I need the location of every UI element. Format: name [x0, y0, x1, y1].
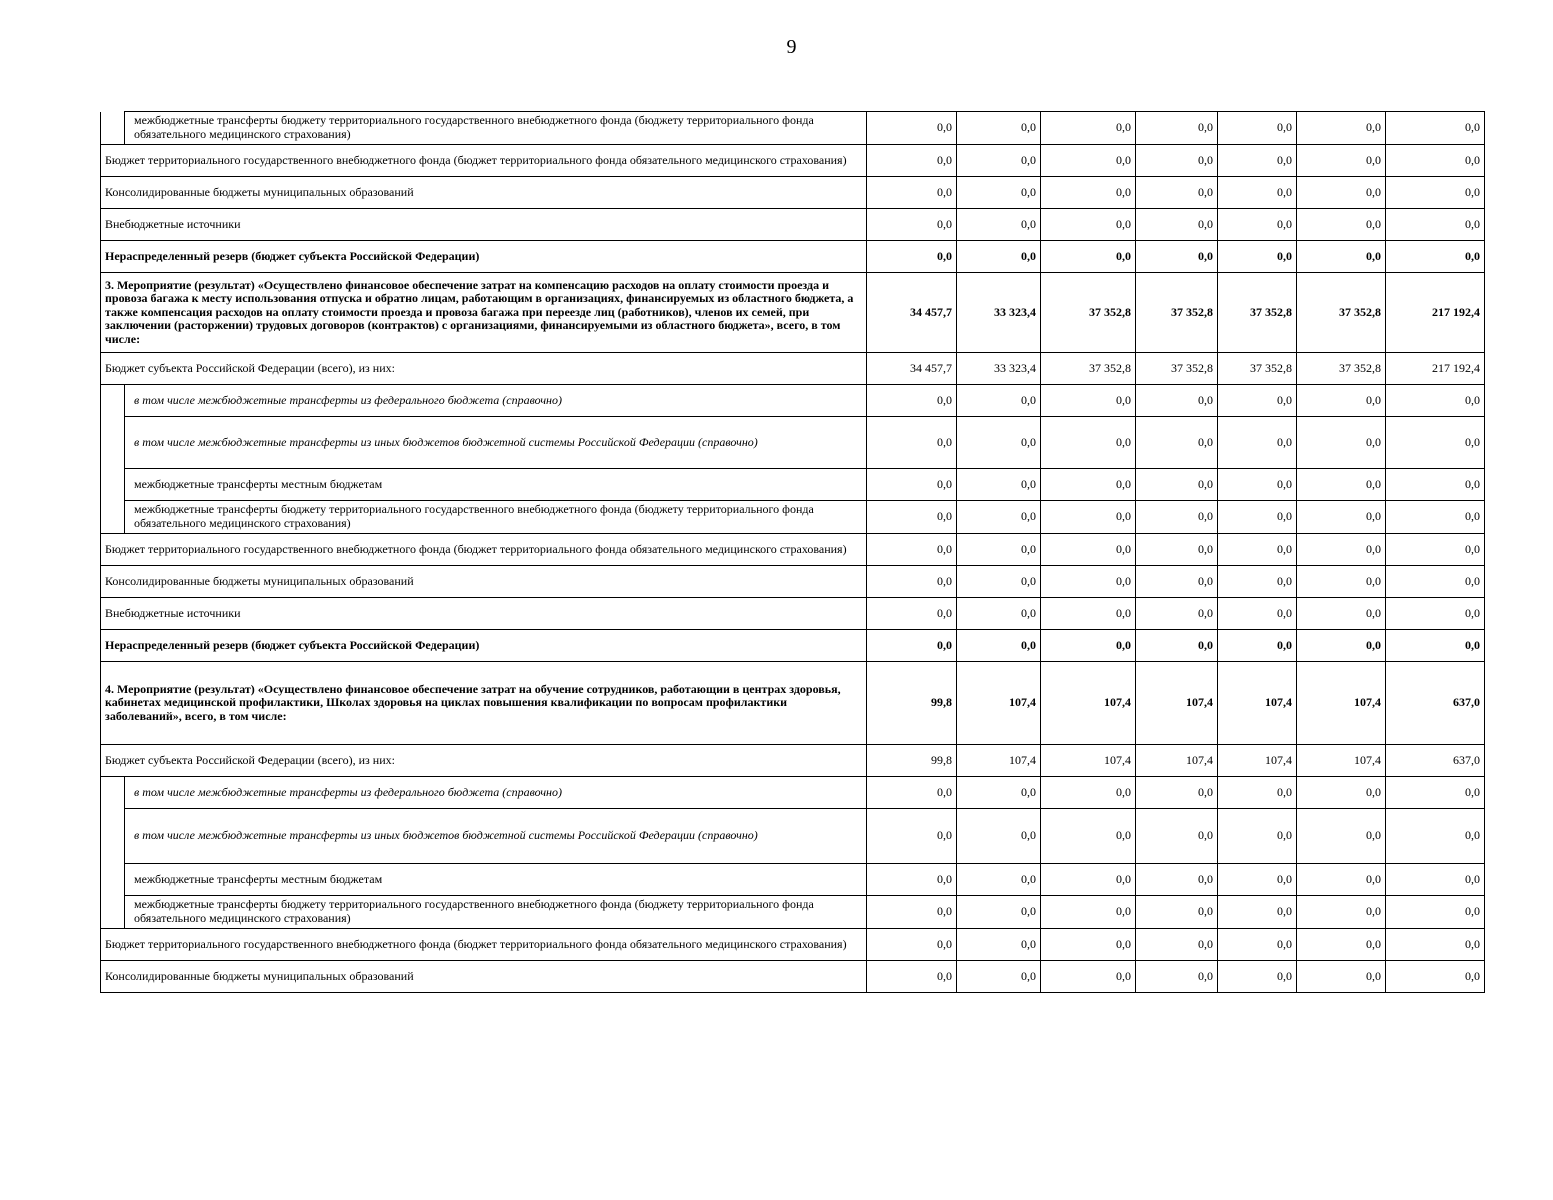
value-cell: 107,4	[1297, 662, 1386, 745]
value-cell: 107,4	[1218, 662, 1297, 745]
value-cell: 0,0	[1136, 777, 1218, 809]
value-cell: 0,0	[1386, 145, 1485, 177]
table-row	[101, 745, 1485, 777]
value-cell: 0,0	[1136, 534, 1218, 566]
indent-cell	[101, 469, 125, 501]
table-row	[101, 630, 1485, 662]
row-label: Бюджет территориального государственного внебюджетного фонда (бюджет территориального фонда обязательного медицинского страхования)	[101, 534, 867, 566]
value-cell: 0,0	[867, 469, 957, 501]
indent-cell	[101, 809, 125, 864]
value-cell: 637,0	[1386, 662, 1485, 745]
value-cell: 0,0	[1386, 385, 1485, 417]
value-cell: 637,0	[1386, 745, 1485, 777]
value-cell: 0,0	[1136, 417, 1218, 469]
value-cell: 0,0	[957, 385, 1041, 417]
table-row	[101, 896, 1485, 929]
value-cell: 0,0	[1041, 961, 1136, 993]
table-row	[101, 777, 1485, 809]
value-cell: 0,0	[867, 598, 957, 630]
table-row	[101, 353, 1485, 385]
value-cell: 0,0	[957, 469, 1041, 501]
value-cell: 0,0	[1218, 896, 1297, 929]
value-cell: 107,4	[1297, 745, 1386, 777]
value-cell: 0,0	[957, 177, 1041, 209]
value-cell: 37 352,8	[1041, 273, 1136, 353]
value-cell: 0,0	[1136, 598, 1218, 630]
value-cell: 0,0	[1041, 598, 1136, 630]
value-cell: 0,0	[1386, 417, 1485, 469]
value-cell: 0,0	[957, 145, 1041, 177]
value-cell: 0,0	[1136, 566, 1218, 598]
value-cell: 0,0	[1297, 961, 1386, 993]
value-cell: 0,0	[1136, 241, 1218, 273]
page-number: 9	[786, 36, 797, 58]
value-cell: 34 457,7	[867, 353, 957, 385]
value-cell: 0,0	[1041, 112, 1136, 145]
value-cell: 0,0	[1041, 896, 1136, 929]
row-label: в том числе межбюджетные трансферты из иных бюджетов бюджетной системы Российской Федерации (справочно)	[125, 809, 867, 864]
value-cell: 0,0	[1218, 534, 1297, 566]
value-cell: 0,0	[867, 777, 957, 809]
value-cell: 0,0	[1297, 177, 1386, 209]
value-cell: 0,0	[867, 241, 957, 273]
row-label: межбюджетные трансферты бюджету территориального государственного внебюджетного фонда (бюджету территориального фонда обязательного медицинского страхования)	[125, 501, 867, 534]
indent-cell	[101, 417, 125, 469]
value-cell: 0,0	[1218, 177, 1297, 209]
value-cell: 0,0	[957, 417, 1041, 469]
row-label: Консолидированные бюджеты муниципальных образований	[101, 177, 867, 209]
value-cell: 37 352,8	[1218, 353, 1297, 385]
row-label: межбюджетные трансферты местным бюджетам	[125, 864, 867, 896]
value-cell: 0,0	[1218, 809, 1297, 864]
value-cell: 0,0	[867, 534, 957, 566]
row-label: в том числе межбюджетные трансферты из иных бюджетов бюджетной системы Российской Федерации (справочно)	[125, 417, 867, 469]
value-cell: 0,0	[1297, 145, 1386, 177]
value-cell: 0,0	[1041, 469, 1136, 501]
value-cell: 0,0	[1218, 929, 1297, 961]
table-row	[101, 385, 1485, 417]
value-cell: 0,0	[1041, 929, 1136, 961]
value-cell: 37 352,8	[1297, 273, 1386, 353]
value-cell: 0,0	[1218, 209, 1297, 241]
value-cell: 107,4	[957, 662, 1041, 745]
value-cell: 0,0	[1297, 896, 1386, 929]
table-row	[101, 534, 1485, 566]
value-cell: 0,0	[1041, 864, 1136, 896]
value-cell: 0,0	[1297, 864, 1386, 896]
value-cell: 107,4	[1218, 745, 1297, 777]
value-cell: 37 352,8	[1218, 273, 1297, 353]
value-cell: 0,0	[867, 929, 957, 961]
value-cell: 107,4	[1041, 745, 1136, 777]
value-cell: 0,0	[957, 501, 1041, 534]
value-cell: 0,0	[1297, 534, 1386, 566]
table-row	[101, 417, 1485, 469]
value-cell: 0,0	[1297, 469, 1386, 501]
value-cell: 0,0	[867, 809, 957, 864]
value-cell: 0,0	[1136, 209, 1218, 241]
value-cell: 0,0	[957, 777, 1041, 809]
budget-table	[100, 111, 1485, 993]
value-cell: 0,0	[1218, 630, 1297, 662]
value-cell: 99,8	[867, 662, 957, 745]
value-cell: 0,0	[1041, 177, 1136, 209]
value-cell: 0,0	[1218, 417, 1297, 469]
value-cell: 0,0	[867, 630, 957, 662]
value-cell: 0,0	[1297, 598, 1386, 630]
row-label: Нераспределенный резерв (бюджет субъекта Российской Федерации)	[101, 241, 867, 273]
value-cell: 0,0	[1297, 385, 1386, 417]
value-cell: 0,0	[1041, 209, 1136, 241]
row-label: Нераспределенный резерв (бюджет субъекта Российской Федерации)	[101, 630, 867, 662]
value-cell: 0,0	[1218, 777, 1297, 809]
value-cell: 0,0	[1297, 566, 1386, 598]
value-cell: 0,0	[957, 566, 1041, 598]
value-cell: 0,0	[867, 864, 957, 896]
indent-cell	[101, 864, 125, 896]
value-cell: 0,0	[957, 961, 1041, 993]
value-cell: 0,0	[1041, 241, 1136, 273]
value-cell: 0,0	[867, 417, 957, 469]
table-row	[101, 241, 1485, 273]
value-cell: 0,0	[1297, 929, 1386, 961]
value-cell: 0,0	[867, 209, 957, 241]
row-label: Консолидированные бюджеты муниципальных образований	[101, 566, 867, 598]
row-label: межбюджетные трансферты бюджету территориального государственного внебюджетного фонда (бюджету территориального фонда обязательного медицинского страхования)	[125, 896, 867, 929]
value-cell: 0,0	[1297, 241, 1386, 273]
value-cell: 0,0	[957, 809, 1041, 864]
value-cell: 0,0	[957, 112, 1041, 145]
value-cell: 99,8	[867, 745, 957, 777]
table-row	[101, 929, 1485, 961]
value-cell: 0,0	[867, 501, 957, 534]
value-cell: 0,0	[867, 145, 957, 177]
value-cell: 0,0	[1218, 598, 1297, 630]
indent-cell	[101, 501, 125, 534]
value-cell: 0,0	[1386, 896, 1485, 929]
value-cell: 0,0	[1041, 534, 1136, 566]
table-row	[101, 145, 1485, 177]
value-cell: 0,0	[1041, 809, 1136, 864]
value-cell: 107,4	[957, 745, 1041, 777]
indent-cell	[101, 112, 125, 145]
value-cell: 0,0	[957, 896, 1041, 929]
value-cell: 0,0	[957, 864, 1041, 896]
value-cell: 0,0	[1297, 777, 1386, 809]
table-row	[101, 273, 1485, 353]
value-cell: 0,0	[1041, 630, 1136, 662]
value-cell: 0,0	[1386, 534, 1485, 566]
row-label: в том числе межбюджетные трансферты из федерального бюджета (справочно)	[125, 385, 867, 417]
row-label: Бюджет субъекта Российской Федерации (всего), из них:	[101, 353, 867, 385]
value-cell: 0,0	[1386, 929, 1485, 961]
value-cell: 0,0	[1386, 809, 1485, 864]
table-row	[101, 864, 1485, 896]
value-cell: 0,0	[1218, 501, 1297, 534]
value-cell: 0,0	[1386, 112, 1485, 145]
value-cell: 33 323,4	[957, 353, 1041, 385]
value-cell: 37 352,8	[1136, 353, 1218, 385]
row-label: межбюджетные трансферты местным бюджетам	[125, 469, 867, 501]
row-label: Бюджет территориального государственного внебюджетного фонда (бюджет территориального фонда обязательного медицинского страхования)	[101, 145, 867, 177]
value-cell: 0,0	[1218, 112, 1297, 145]
value-cell: 107,4	[1136, 745, 1218, 777]
row-label: Внебюджетные источники	[101, 598, 867, 630]
value-cell: 107,4	[1136, 662, 1218, 745]
indent-cell	[101, 385, 125, 417]
value-cell: 217 192,4	[1386, 353, 1485, 385]
value-cell: 0,0	[1297, 501, 1386, 534]
value-cell: 0,0	[1136, 864, 1218, 896]
value-cell: 0,0	[957, 534, 1041, 566]
value-cell: 0,0	[1386, 777, 1485, 809]
value-cell: 0,0	[1218, 145, 1297, 177]
value-cell: 0,0	[1136, 809, 1218, 864]
value-cell: 0,0	[1218, 241, 1297, 273]
value-cell: 0,0	[1136, 961, 1218, 993]
value-cell: 0,0	[1218, 385, 1297, 417]
value-cell: 0,0	[867, 112, 957, 145]
value-cell: 0,0	[867, 177, 957, 209]
value-cell: 0,0	[957, 209, 1041, 241]
value-cell: 0,0	[1297, 809, 1386, 864]
indent-cell	[101, 777, 125, 809]
table-row	[101, 501, 1485, 534]
value-cell: 0,0	[1041, 417, 1136, 469]
value-cell: 0,0	[1386, 598, 1485, 630]
value-cell: 37 352,8	[1136, 273, 1218, 353]
value-cell: 0,0	[1218, 469, 1297, 501]
row-label: межбюджетные трансферты бюджету территориального государственного внебюджетного фонда (бюджету территориального фонда обязательного медицинского страхования)	[125, 112, 867, 145]
value-cell: 0,0	[1136, 469, 1218, 501]
value-cell: 0,0	[1136, 896, 1218, 929]
value-cell: 37 352,8	[1297, 353, 1386, 385]
table-row	[101, 809, 1485, 864]
value-cell: 0,0	[867, 566, 957, 598]
value-cell: 0,0	[1297, 417, 1386, 469]
value-cell: 0,0	[1136, 385, 1218, 417]
value-cell: 0,0	[1386, 241, 1485, 273]
value-cell: 0,0	[957, 929, 1041, 961]
value-cell: 0,0	[1136, 177, 1218, 209]
value-cell: 0,0	[1136, 145, 1218, 177]
value-cell: 0,0	[867, 385, 957, 417]
value-cell: 0,0	[1386, 961, 1485, 993]
value-cell: 0,0	[1218, 961, 1297, 993]
row-label: Бюджет субъекта Российской Федерации (всего), из них:	[101, 745, 867, 777]
row-label: 3. Мероприятие (результат) «Осуществлено финансовое обеспечение затрат на компенсацию расходов на оплату стоимости проезда и провоза багажа к месту использования отпуска и обратно лицам, работающим в организациях, финансируемых из областного бюджета, а также компенсация расходов на оплату стоимости проезда и провоза багажа при переезде лиц (работников), членов их семей, при заключении (расторжении) трудовых договоров (контрактов) с организациями, финансируемыми из областного бюджета», всего, в том числе:	[101, 273, 867, 353]
value-cell: 0,0	[1218, 566, 1297, 598]
row-label: в том числе межбюджетные трансферты из федерального бюджета (справочно)	[125, 777, 867, 809]
value-cell: 0,0	[1386, 566, 1485, 598]
value-cell: 0,0	[1297, 209, 1386, 241]
value-cell: 0,0	[1386, 209, 1485, 241]
value-cell: 0,0	[1136, 501, 1218, 534]
value-cell: 0,0	[1386, 630, 1485, 662]
indent-cell	[101, 896, 125, 929]
value-cell: 0,0	[867, 961, 957, 993]
table-row	[101, 662, 1485, 745]
value-cell: 0,0	[1041, 777, 1136, 809]
value-cell: 0,0	[867, 896, 957, 929]
value-cell: 33 323,4	[957, 273, 1041, 353]
value-cell: 0,0	[957, 630, 1041, 662]
table-row	[101, 209, 1485, 241]
value-cell: 0,0	[1041, 501, 1136, 534]
value-cell: 34 457,7	[867, 273, 957, 353]
value-cell: 0,0	[1136, 630, 1218, 662]
value-cell: 0,0	[1386, 501, 1485, 534]
table-row	[101, 112, 1485, 145]
value-cell: 107,4	[1041, 662, 1136, 745]
value-cell: 37 352,8	[1041, 353, 1136, 385]
value-cell: 0,0	[1386, 864, 1485, 896]
table-row	[101, 469, 1485, 501]
value-cell: 217 192,4	[1386, 273, 1485, 353]
value-cell: 0,0	[1297, 630, 1386, 662]
row-label: 4. Мероприятие (результат) «Осуществлено финансовое обеспечение затрат на обучение сотрудников, работающии в центрах здоровья, кабинетах медицинской профилактики, Школах здоровья на циклах повышения квалификации по вопросам профилактики заболеваний», всего, в том числе:	[101, 662, 867, 745]
row-label: Консолидированные бюджеты муниципальных образований	[101, 961, 867, 993]
value-cell: 0,0	[1041, 385, 1136, 417]
value-cell: 0,0	[1041, 145, 1136, 177]
value-cell: 0,0	[1386, 177, 1485, 209]
value-cell: 0,0	[1136, 929, 1218, 961]
table-row	[101, 566, 1485, 598]
value-cell: 0,0	[1136, 112, 1218, 145]
value-cell: 0,0	[1041, 566, 1136, 598]
value-cell: 0,0	[1386, 469, 1485, 501]
value-cell: 0,0	[957, 241, 1041, 273]
table-row	[101, 598, 1485, 630]
table-row	[101, 961, 1485, 993]
value-cell: 0,0	[1297, 112, 1386, 145]
budget-table-body	[101, 112, 1485, 993]
value-cell: 0,0	[957, 598, 1041, 630]
value-cell: 0,0	[1218, 864, 1297, 896]
row-label: Бюджет территориального государственного внебюджетного фонда (бюджет территориального фонда обязательного медицинского страхования)	[101, 929, 867, 961]
table-row	[101, 177, 1485, 209]
row-label: Внебюджетные источники	[101, 209, 867, 241]
